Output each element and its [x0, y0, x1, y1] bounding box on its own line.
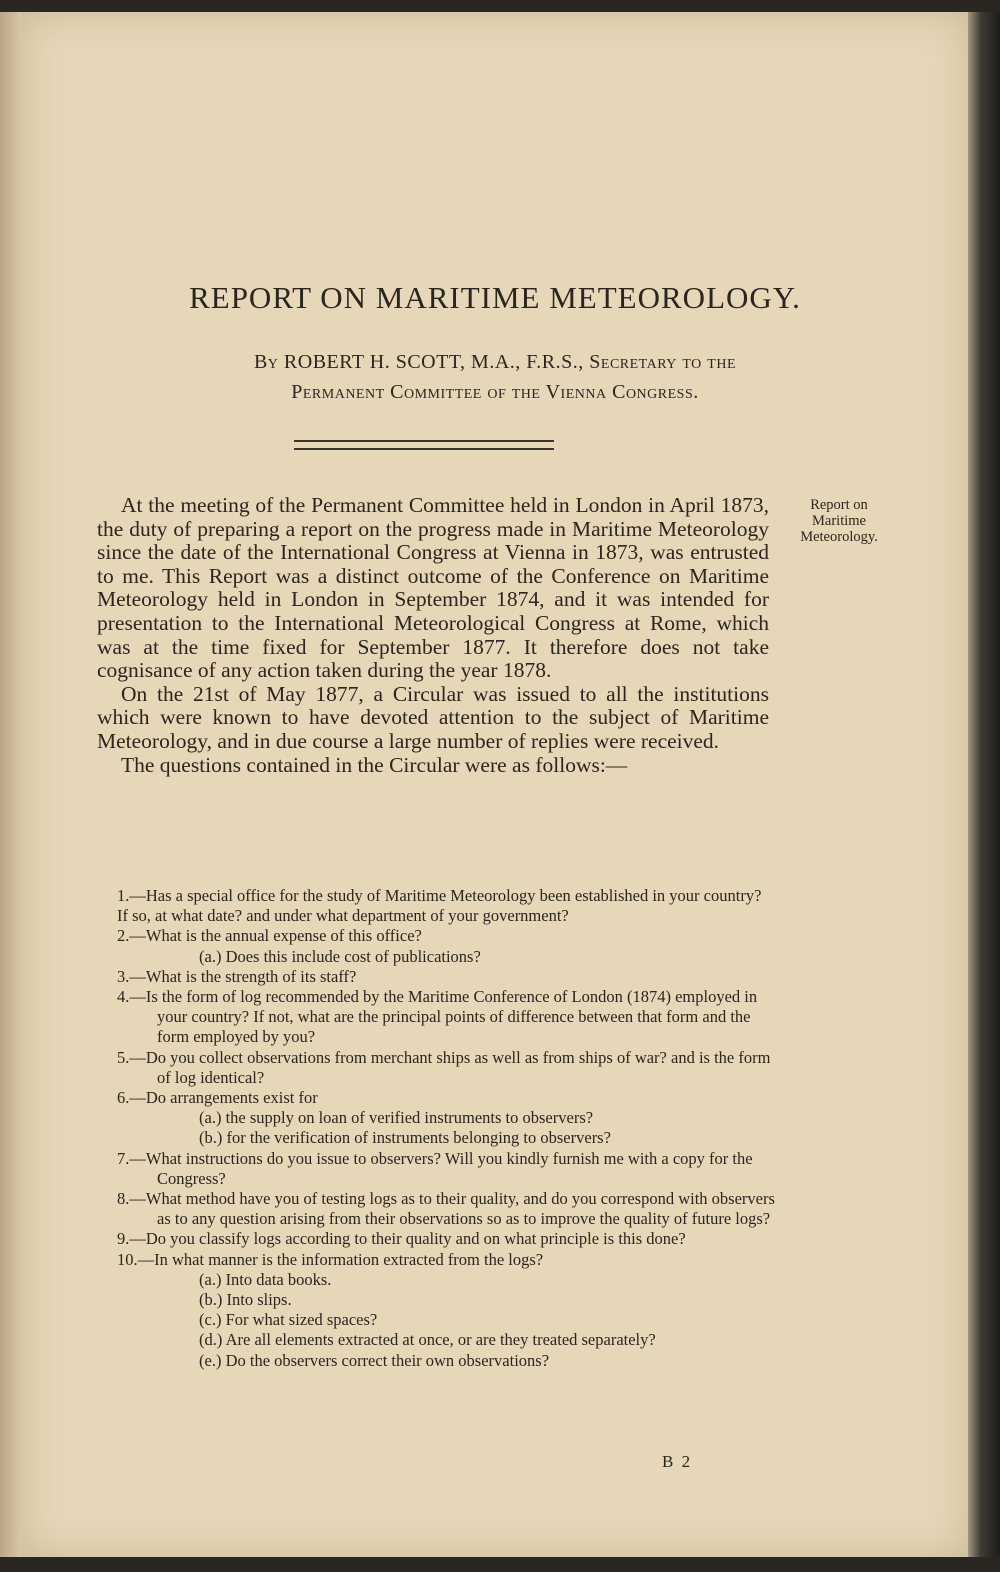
byline-line-1 — [22, 347, 968, 377]
question-item: 1.—Has a special office for the study of Maritime Meteorology been established in your country? — [117, 886, 762, 905]
sub-question: (c.) For what sized spaces? — [199, 1310, 378, 1330]
page-title: REPORT ON MARITIME METEOROLOGY. — [189, 280, 801, 315]
body-text — [97, 494, 769, 777]
margin-note — [784, 497, 894, 545]
margin-note-line: Maritime — [812, 513, 866, 529]
sub-question: (d.) Are all elements extracted at once, or are they treated separately? — [199, 1330, 656, 1350]
question-item: 9.—Do you classify logs according to their quality and on what principle is this done? — [117, 1229, 686, 1249]
paragraph: The questions contained in the Circular were as follows:— — [121, 752, 628, 777]
sub-question: (b.) Into slips. — [199, 1290, 292, 1310]
book-gutter — [0, 12, 22, 1557]
question-item: If so, at what date? and under what department of your government? — [117, 906, 569, 926]
question-item: 3.—What is the strength of its staff? — [117, 966, 357, 986]
sub-question: (b.) for the verification of instruments belonging to observers? — [199, 1128, 611, 1148]
paragraph: At the meeting of the Permanent Committee held in London in April 1873, the duty of preparing a report on the progress made in Maritime Meteorology since the date of the International Congress at Vienna in 1873, was entrusted to me. This Report was a distinct outcome of the Conference on Maritime Meteorology held in London in September 1874, and it was intended for presentation to the International Meteorological Congress at Rome, which was at the time fixed for September 1877. It therefore does not take cognisance of any action taken during the year 1878. — [97, 493, 769, 683]
author-name: ROBERT H. SCOTT, M.A., F.R.S., — [283, 351, 584, 373]
paragraph: On the 21st of May 1877, a Circular was issued to all the institutions which were known to have devoted attention to the subject of Maritime Meteorology, and in due course a large number of replies were received. — [97, 681, 769, 753]
question-item: 10.—In what manner is the information extracted from the logs? — [117, 1249, 544, 1269]
sub-question: (a.) Does this include cost of publications? — [199, 946, 481, 966]
question-item: 8.—What method have you of testing logs as to their quality, and do you correspond with observers as to any question arising from their observations so as to improve the quality of future logs? — [117, 1189, 775, 1229]
byline-by: By — [253, 351, 279, 373]
book-edge — [968, 12, 1000, 1557]
double-rule-divider — [294, 440, 554, 450]
author-role: Secretary to the — [589, 351, 737, 373]
sub-question: (a.) Into data books. — [199, 1269, 332, 1289]
margin-note-line: Meteorology. — [800, 529, 878, 545]
byline — [22, 347, 968, 407]
signature-mark: B 2 — [662, 1452, 693, 1471]
margin-note-line: Report on — [810, 497, 868, 513]
sub-question: (e.) Do the observers correct their own observations? — [199, 1350, 550, 1370]
sub-question: (a.) the supply on loan of verified instruments to observers? — [199, 1108, 594, 1128]
document-page — [22, 12, 968, 1557]
question-item: 6.—Do arrangements exist for — [117, 1088, 318, 1108]
question-item: 7.—What instructions do you issue to observers? Will you kindly furnish me with a copy for the Congress? — [117, 1148, 753, 1188]
question-item: 2.—What is the annual expense of this office? — [117, 926, 422, 946]
question-item: 5.—Do you collect observations from merchant ships as well as from ships of war? and is the form of log identical? — [117, 1047, 771, 1087]
byline-line-2: Permanent Committee of the Vienna Congress. — [291, 381, 699, 403]
question-list — [117, 886, 777, 1371]
question-item: 4.—Is the form of log recommended by the Maritime Conference of London (1874) employed in your country? If not, what are the principal points of difference between that form and the form employed by you? — [117, 987, 758, 1047]
